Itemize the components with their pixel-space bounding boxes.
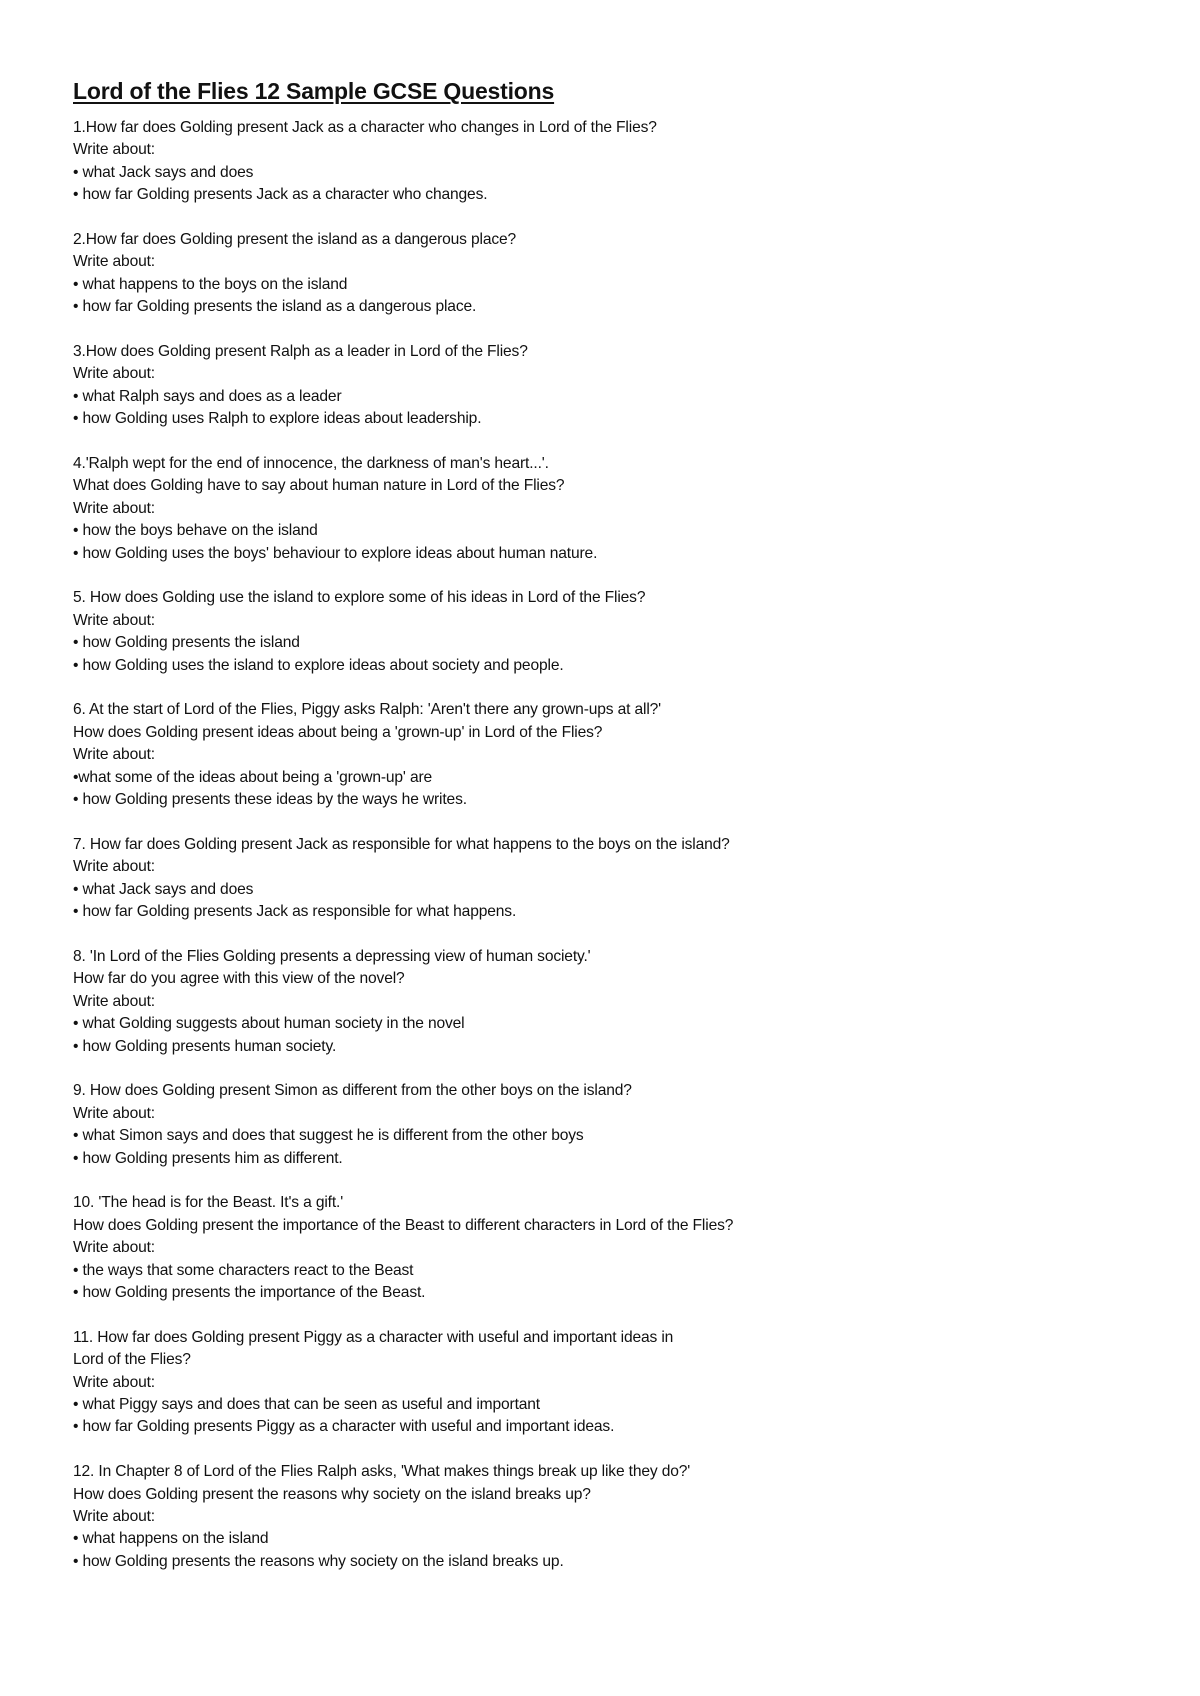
question-prompt: 11. How far does Golding present Piggy as a character with useful and important ideas in xyxy=(73,1328,674,1346)
question-block-9 xyxy=(73,1080,1133,1170)
question-line: • how Golding uses Ralph to explore ideas about leadership. xyxy=(73,410,482,428)
question-prompt: 3.How does Golding present Ralph as a leader in Lord of the Flies? xyxy=(73,343,528,361)
question-line: • how Golding presents the reasons why society on the island breaks up. xyxy=(73,1552,564,1570)
question-line: Write about: xyxy=(73,1239,155,1257)
question-line: • how far Golding presents the island as a dangerous place. xyxy=(73,298,477,316)
question-block-12 xyxy=(73,1461,1133,1573)
question-block-3 xyxy=(73,341,1133,431)
question-prompt: 10. 'The head is for the Beast. It's a gift.' xyxy=(73,1194,344,1212)
question-line: • what happens to the boys on the island xyxy=(73,275,348,293)
question-line: Write about: xyxy=(73,1508,155,1526)
question-prompt: 9. How does Golding present Simon as different from the other boys on the island? xyxy=(73,1082,632,1100)
question-line: How does Golding present the reasons why society on the island breaks up? xyxy=(73,1485,591,1503)
question-line: What does Golding have to say about human nature in Lord of the Flies? xyxy=(73,477,565,495)
question-prompt: 5. How does Golding use the island to explore some of his ideas in Lord of the Flies? xyxy=(73,589,646,607)
question-line: • what Jack says and does xyxy=(73,880,254,898)
question-prompt: 1.How far does Golding present Jack as a character who changes in Lord of the Flies? xyxy=(73,119,657,136)
question-block-7 xyxy=(73,834,1133,924)
question-line: • what Piggy says and does that can be seen as useful and important xyxy=(73,1396,540,1413)
question-line: How does Golding present the importance of the Beast to different characters in Lord of the Flies? xyxy=(73,1216,734,1234)
question-prompt: 7. How far does Golding present Jack as responsible for what happens to the boys on the island? xyxy=(73,835,730,853)
question-line: • what Jack says and does xyxy=(73,163,254,181)
question-block-1 xyxy=(73,117,1133,207)
question-line: • how far Golding presents Jack as a character who changes. xyxy=(73,186,488,204)
question-line: • how Golding uses the boys' behaviour to explore ideas about human nature. xyxy=(73,544,598,562)
question-line: • how Golding presents him as different. xyxy=(73,1149,343,1167)
question-line: • how far Golding presents Piggy as a character with useful and important ideas. xyxy=(73,1418,615,1436)
question-line: • how Golding uses the island to explore ideas about society and people. xyxy=(73,656,564,674)
question-prompt: 6. At the start of Lord of the Flies, Piggy asks Ralph: 'Aren't there any grown-ups at all?' xyxy=(73,701,662,719)
question-line: Write about: xyxy=(73,1373,155,1391)
question-line: • what Ralph says and does as a leader xyxy=(73,387,342,405)
question-block-5 xyxy=(73,587,1133,677)
question-line: • the ways that some characters react to the Beast xyxy=(73,1261,414,1279)
question-line: • how Golding presents these ideas by the ways he writes. xyxy=(73,791,467,809)
question-list xyxy=(73,117,1133,1573)
question-block-8 xyxy=(73,946,1133,1058)
question-line: Write about: xyxy=(73,365,155,383)
question-prompt: 8. 'In Lord of the Flies Golding presents a depressing view of human society.' xyxy=(73,947,591,965)
document-page xyxy=(73,76,1133,1596)
question-line: How far do you agree with this view of the novel? xyxy=(73,970,405,988)
question-line: • what happens on the island xyxy=(73,1530,269,1548)
question-block-4 xyxy=(73,453,1133,565)
question-line: Write about: xyxy=(73,746,155,764)
question-line: •what some of the ideas about being a 'grown-up' are xyxy=(73,768,433,786)
question-line: • what Simon says and does that suggest he is different from the other boys xyxy=(73,1127,584,1145)
question-line: Write about: xyxy=(73,1104,155,1122)
question-line: • how Golding presents human society. xyxy=(73,1037,337,1055)
question-prompt: 4.'Ralph wept for the end of innocence, the darkness of man's heart...'. xyxy=(73,455,549,473)
question-line: Write about: xyxy=(73,992,155,1010)
question-line: • how far Golding presents Jack as responsible for what happens. xyxy=(73,903,517,921)
question-line: Lord of the Flies? xyxy=(73,1351,191,1369)
document-title: Lord of the Flies 12 Sample GCSE Questions xyxy=(73,78,555,104)
question-prompt: 2.How far does Golding present the island as a dangerous place? xyxy=(73,231,517,249)
question-line: Write about: xyxy=(73,611,155,629)
question-block-2 xyxy=(73,229,1133,319)
question-block-11 xyxy=(73,1327,1133,1439)
question-line: Write about: xyxy=(73,858,155,876)
question-line: How does Golding present ideas about being a 'grown-up' in Lord of the Flies? xyxy=(73,723,603,741)
question-line: Write about: xyxy=(73,499,155,517)
question-line: • what Golding suggests about human society in the novel xyxy=(73,1015,465,1033)
question-block-10 xyxy=(73,1192,1133,1304)
question-line: • how Golding presents the island xyxy=(73,634,300,652)
question-prompt: 12. In Chapter 8 of Lord of the Flies Ralph asks, 'What makes things break up like they do?' xyxy=(73,1463,691,1481)
question-block-6 xyxy=(73,699,1133,811)
question-line: Write about: xyxy=(73,141,155,159)
question-line: • how Golding presents the importance of the Beast. xyxy=(73,1283,426,1301)
question-line: Write about: xyxy=(73,253,155,271)
question-line: • how the boys behave on the island xyxy=(73,522,318,540)
